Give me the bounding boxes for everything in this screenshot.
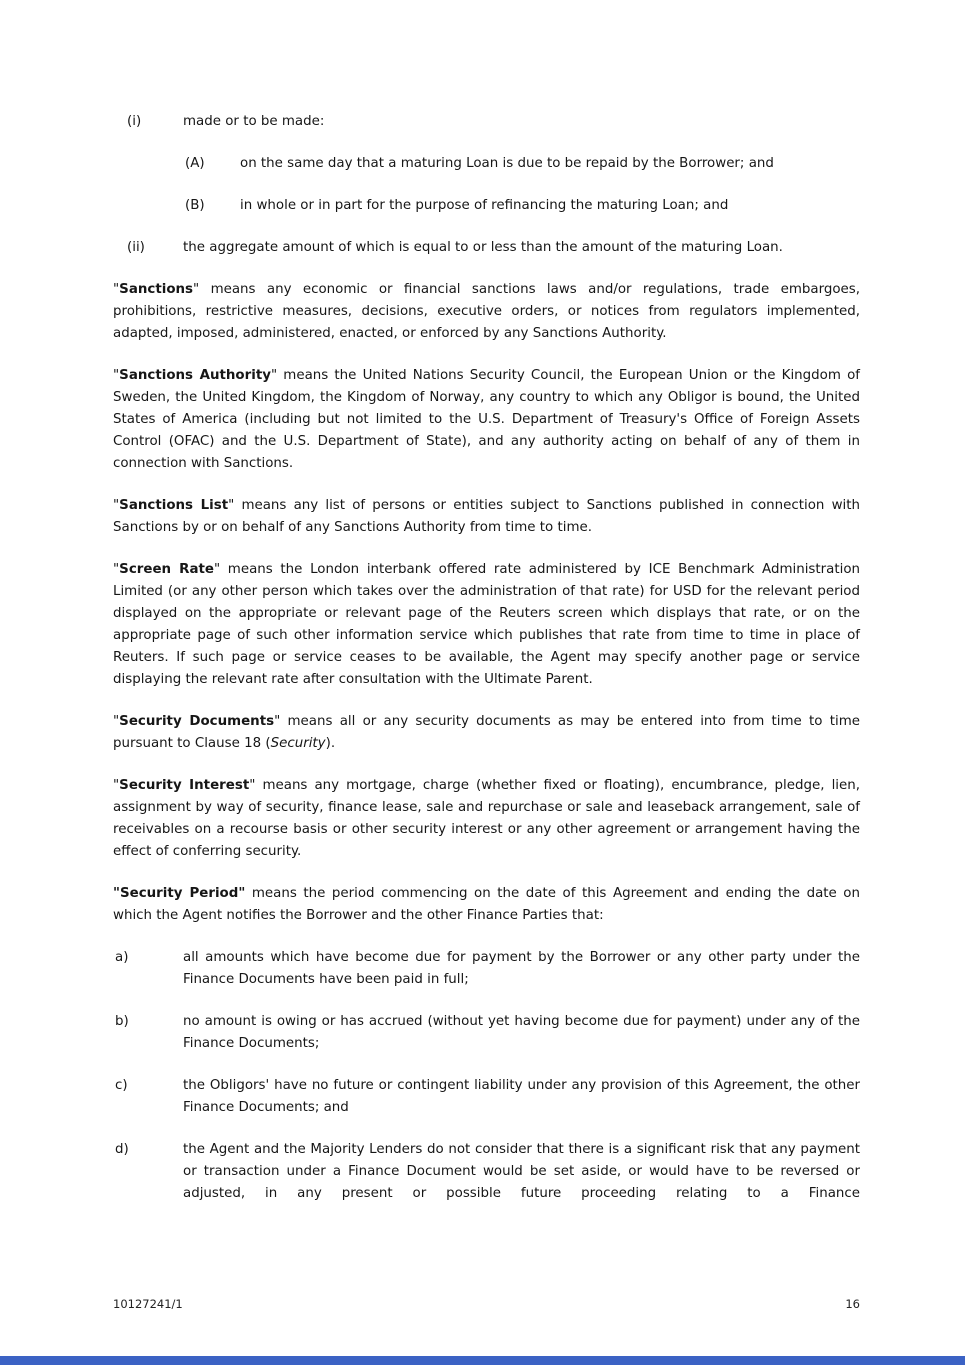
definition-body: means any mortgage, charge (whether fixed or floating), encumbrance, pledge, lien, assignment by way of security, finance lease, sale and repurchase or sale and leaseback arrangement, sale of receivables on a recourse basis or other security interest or any other agreement or arrangement having the effect of conferring security. xyxy=(113,778,860,859)
definitions-section xyxy=(113,279,860,927)
list-item-text: on the same day that a maturing Loan is due to be repaid by the Borrower; and xyxy=(240,156,774,171)
footer-doc-number: 10127241/1 xyxy=(113,1297,183,1311)
document-content xyxy=(113,111,860,1225)
bottom-accent-bar xyxy=(0,1356,965,1365)
list-item-text: the Obligors' have no future or contingent liability under any provision of this Agreement, the other Finance Documents; and xyxy=(183,1078,860,1115)
list-item-label: (ii) xyxy=(127,240,145,255)
definition-paragraph xyxy=(113,279,860,345)
close-quote: " xyxy=(249,778,256,793)
close-quote: " xyxy=(193,282,200,297)
list-item-text: all amounts which have become due for payment by the Borrower or any other party under the Finance Documents have been paid in full; xyxy=(183,950,860,987)
list-item-label: d) xyxy=(115,1142,129,1157)
page-footer xyxy=(113,1297,860,1312)
clause-list-top xyxy=(113,111,860,259)
definition-paragraph xyxy=(113,559,860,691)
definition-body: means all or any security documents as may be entered into from time to time pursuant to Clause 18 (Security). xyxy=(113,714,860,751)
definition-term: Sanctions xyxy=(119,282,194,297)
open-quote: " xyxy=(113,562,120,577)
list-item xyxy=(185,153,860,175)
definition-term: Sanctions Authority xyxy=(119,368,271,383)
list-item xyxy=(115,1011,860,1055)
definition-body: means the United Nations Security Council, the European Union or the Kingdom of Sweden, the United Kingdom, the Kingdom of Norway, any country to which any Obligor is bound, the United States of America (including but not limited to the U.S. Department of Treasury's Office of Foreign Assets Control (OFAC) and the U.S. Department of State), and any authority acting on behalf of any of them in connection with Sanctions. xyxy=(113,368,860,471)
list-item xyxy=(115,1139,860,1205)
open-quote: " xyxy=(113,886,120,901)
open-quote: " xyxy=(113,778,120,793)
definition-body: means any list of persons or entities subject to Sanctions published in connection with Sanctions by or on behalf of any Sanctions Authority from time to time. xyxy=(113,498,860,535)
list-item xyxy=(127,111,860,133)
close-quote: " xyxy=(238,886,246,901)
definition-body: means the London interbank offered rate administered by ICE Benchmark Administration Limited (or any other person which takes over the administration of that rate) for USD for the relevant period displayed on the appropriate or relevant page of the Reuters screen which displays that rate, or on the appropriate page of such other information service which publishes that rate from time to time in place of Reuters. If such page or service ceases to be available, the Agent may specify another page or service displaying the relevant rate after consultation with the Ultimate Parent. xyxy=(113,562,860,687)
definition-paragraph xyxy=(113,495,860,539)
open-quote: " xyxy=(113,498,120,513)
definition-term: Security Documents xyxy=(119,714,275,729)
list-item-label: c) xyxy=(115,1078,128,1093)
list-item-text: the aggregate amount of which is equal to or less than the amount of the maturing Loan. xyxy=(183,240,783,255)
list-item xyxy=(127,237,860,259)
definition-paragraph xyxy=(113,775,860,863)
definition-body: means any economic or financial sanctions laws and/or regulations, trade embargoes, prohibitions, restrictive measures, decisions, executive orders, or notices from regulators implemented, adapted, imposed, administered, enacted, or enforced by any Sanctions Authority. xyxy=(113,282,860,341)
open-quote: " xyxy=(113,282,120,297)
list-item-text: the Agent and the Majority Lenders do not consider that there is a significant risk that any payment or transaction under a Finance Document would be set aside, or would have to be reversed or adjusted, in any present or possible future proceeding relating to a Finance xyxy=(183,1142,860,1201)
close-quote: " xyxy=(270,368,278,383)
close-quote: " xyxy=(213,562,221,577)
definition-term: Security Period xyxy=(119,886,239,901)
list-item xyxy=(115,1075,860,1119)
definition-term: Security Interest xyxy=(119,778,250,793)
clause-list-bottom xyxy=(113,947,860,1205)
list-item-label: (i) xyxy=(127,114,142,129)
list-item-label: (B) xyxy=(185,198,205,213)
list-item-text: no amount is owing or has accrued (without yet having become due for payment) under any of the Finance Documents; xyxy=(183,1014,860,1051)
list-item-text: made or to be made: xyxy=(183,114,325,129)
list-item-label: a) xyxy=(115,950,129,965)
definition-paragraph xyxy=(113,711,860,755)
list-item-text: in whole or in part for the purpose of refinancing the maturing Loan; and xyxy=(240,198,729,213)
definition-term: Sanctions List xyxy=(119,498,229,513)
list-item-label: b) xyxy=(115,1014,129,1029)
list-item xyxy=(185,195,860,217)
definition-paragraph xyxy=(113,365,860,475)
list-item xyxy=(115,947,860,991)
definition-body: means the period commencing on the date of this Agreement and ending the date on which the Agent notifies the Borrower and the other Finance Parties that: xyxy=(113,886,860,923)
open-quote: " xyxy=(113,368,120,383)
list-item-label: (A) xyxy=(185,156,205,171)
open-quote: " xyxy=(113,714,120,729)
definition-paragraph xyxy=(113,883,860,927)
close-quote: " xyxy=(274,714,281,729)
footer-page-number: 16 xyxy=(845,1297,860,1311)
close-quote: " xyxy=(228,498,235,513)
definition-term: Screen Rate xyxy=(119,562,214,577)
